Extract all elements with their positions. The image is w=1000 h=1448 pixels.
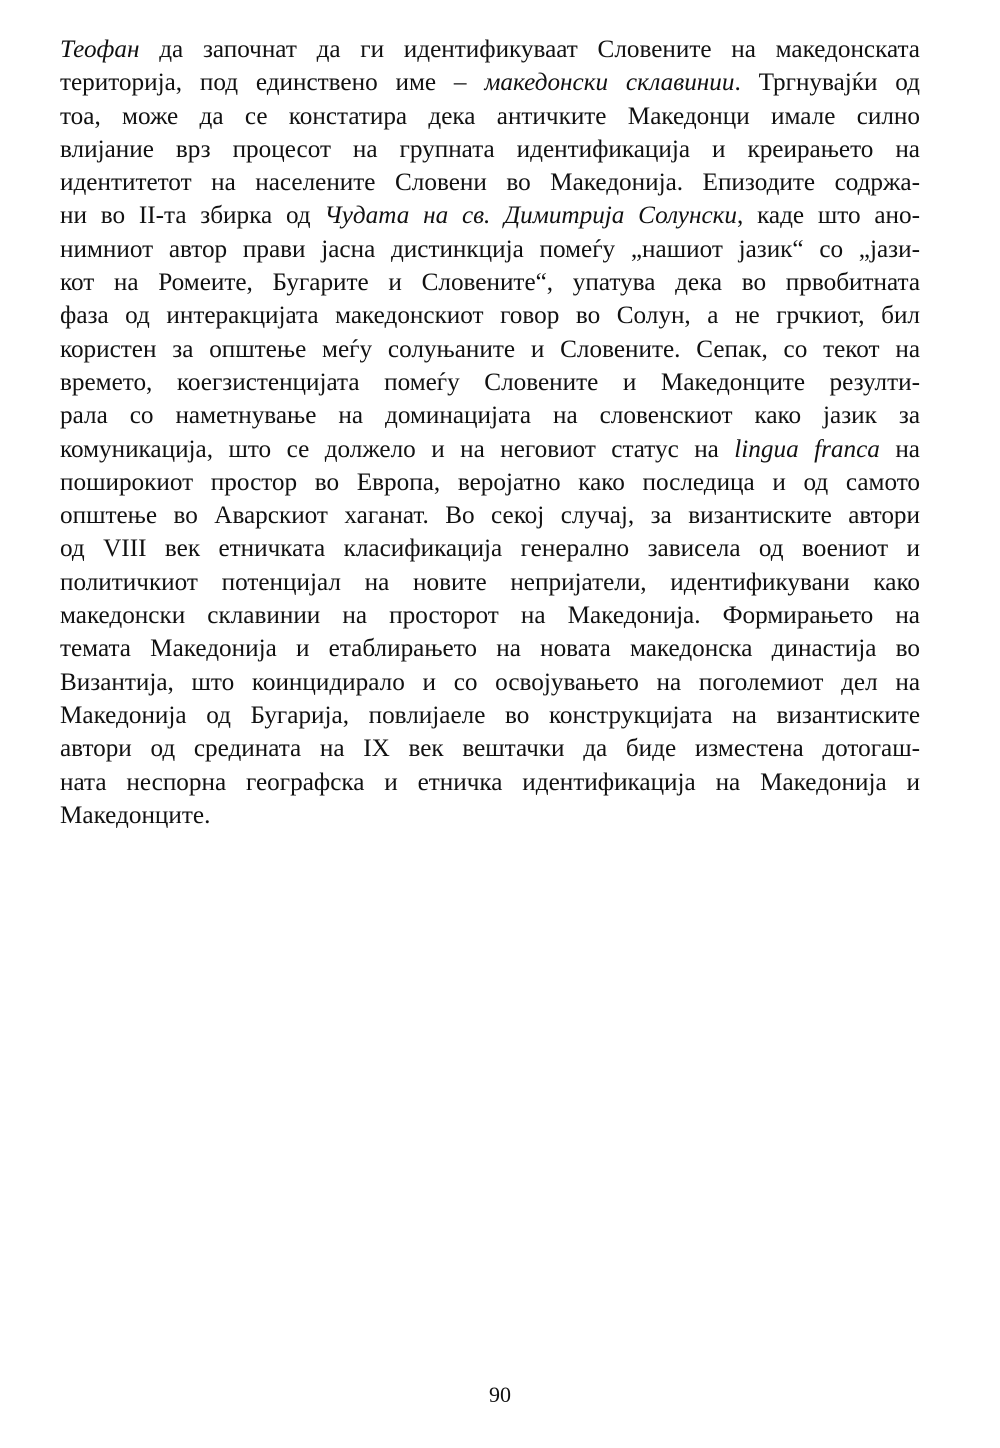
italic-text-run: Теофан	[60, 36, 140, 63]
text-line	[60, 766, 920, 799]
text-line	[60, 599, 920, 632]
text-line	[60, 233, 920, 266]
text-line	[60, 333, 920, 366]
text-run: идентитетот на населените Словени во Македонија. Епизодите содржа-	[60, 169, 920, 197]
text-run: територија, под единствено име –	[60, 69, 485, 97]
page-number: 90	[489, 1382, 511, 1407]
text-line	[60, 466, 920, 499]
text-line	[60, 133, 920, 166]
text-line	[60, 166, 920, 199]
text-run: времето, коегзистенцијата помеѓу Словените и Македонците резулти-	[60, 368, 920, 396]
text-run: Македонија од Бугарија, повлијаеле во конструкцијата на византиските	[60, 701, 920, 729]
text-run: тоа, може да се констатира дека античките Македонци имале силно	[60, 102, 920, 130]
text-run: македонски склавинии на просторот на Македонија. Формирањето на	[60, 602, 920, 630]
text-run: од VIII век етничката класификација генерално зависела од воениот и	[60, 535, 920, 563]
text-line	[60, 199, 920, 232]
text-run: комуникација, што се должело и на неговиот статус на	[60, 435, 735, 463]
text-run: ната неспорна географска и етничка идентификација на Македонија и	[60, 768, 920, 796]
text-line	[60, 366, 920, 399]
text-line	[60, 666, 920, 699]
text-run: влијание врз процесот на групната идентификација и креирањето на	[60, 135, 920, 163]
text-run: , каде што ано-	[737, 202, 920, 230]
text-line	[60, 532, 920, 565]
text-run: да започнат да ги идентификуваат Словените на македонската	[139, 36, 920, 63]
text-run: општење во Аварскиот хаганат. Во секој случај, за византиските автори	[60, 502, 920, 530]
text-run: . Тргнувајќи од	[734, 69, 920, 97]
text-line	[60, 100, 920, 133]
text-run: политичкиот потенцијал на новите непријатели, идентификувани како	[60, 568, 920, 596]
text-run: поширокиот простор во Европа, веројатно како последица и од самото	[60, 468, 920, 496]
text-line	[60, 699, 920, 732]
text-line	[60, 33, 920, 66]
text-run: користен за општење меѓу солуњаните и Словените. Сепак, со текот на	[60, 335, 920, 363]
text-run: ни во II-та збирка од	[60, 202, 325, 230]
text-line	[60, 566, 920, 599]
text-line	[60, 799, 920, 832]
text-line	[60, 433, 920, 466]
text-line	[60, 732, 920, 765]
text-run: фаза од интеракцијата македонскиот говор во Солун, а не грчкиот, бил	[60, 302, 920, 330]
italic-text-run: lingua franca	[734, 435, 880, 463]
text-run: рала со наметнување на доминацијата на словенскиот како јазик за	[60, 402, 920, 430]
text-line	[60, 399, 920, 432]
text-run: на	[879, 435, 920, 463]
text-line	[60, 299, 920, 332]
text-run: Македонците.	[60, 801, 211, 829]
text-run: Византија, што коинцидирало и со освојувањето на поголемиот дел на	[60, 668, 920, 696]
italic-text-run: Чудата на св. Димитрија Солунски	[324, 202, 737, 230]
text-run: автори од средината на IX век вештачки да биде изместена дотогаш-	[60, 735, 920, 763]
italic-text-run: македонски склавинии	[484, 69, 735, 97]
text-line	[60, 632, 920, 665]
text-line	[60, 266, 920, 299]
body-paragraph	[60, 33, 920, 832]
text-run: кот на Ромеите, Бугарите и Словените“, упатува дека во првобитната	[60, 269, 920, 297]
text-run: темата Македонија и етаблирањето на новата македонска династија во	[60, 635, 920, 663]
text-line	[60, 499, 920, 532]
text-line	[60, 66, 920, 99]
text-run: нимниот автор прави јасна дистинкција помеѓу „нашиот јазик“ со „јази-	[60, 235, 920, 263]
